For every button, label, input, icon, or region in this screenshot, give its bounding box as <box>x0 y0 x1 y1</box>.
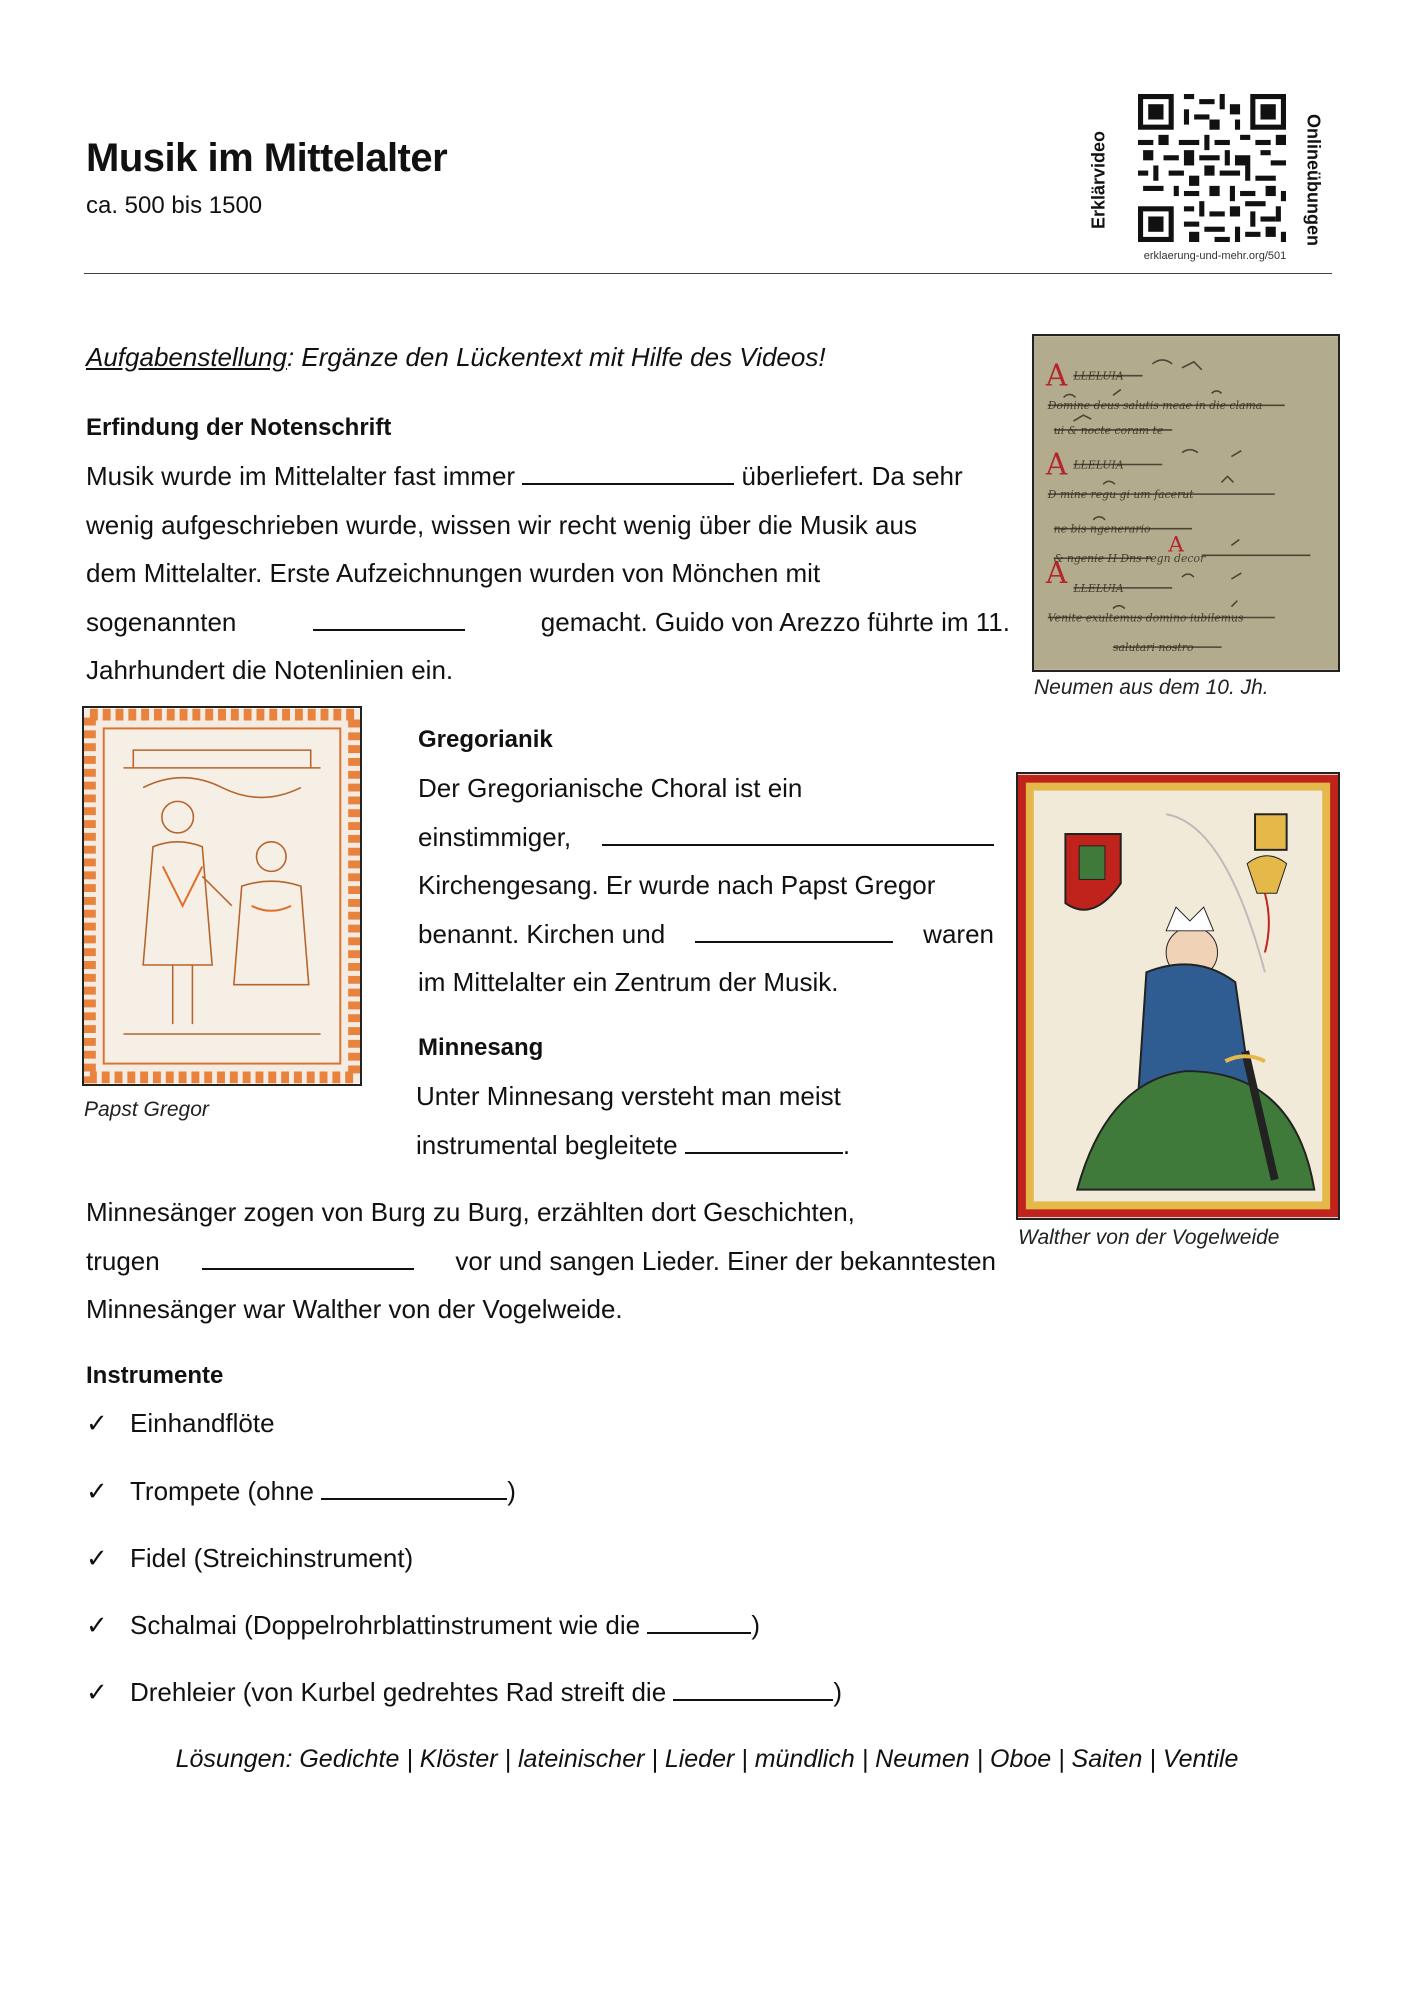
instrument-item-3: ✓ Fidel (Streichinstrument) <box>86 1543 414 1573</box>
caption-gregor: Papst Gregor <box>84 1098 209 1121</box>
svg-text:LLELUIA: LLELUIA <box>1073 458 1124 472</box>
paragraph-minnesang-top: Unter Minnesang versteht man meist instrumental begleitete . <box>416 1081 851 1160</box>
caption-walther: Walther von der Vogelweide <box>1018 1226 1280 1249</box>
blank-3[interactable] <box>602 822 994 846</box>
svg-text:A: A <box>1045 358 1068 393</box>
heading-minnesang: Minnesang <box>418 1034 544 1061</box>
walther-vogelweide-image <box>1016 772 1340 1220</box>
blank-6[interactable] <box>202 1246 414 1270</box>
task-instruction: Aufgabenstellung: Ergänze den Lückentext mit Hilfe des Videos! <box>86 342 826 372</box>
instrument-item-2: ✓ Trompete (ohne ) <box>86 1476 516 1506</box>
svg-text:ne bis ngenerario: ne bis ngenerario <box>1053 522 1151 536</box>
blank-1[interactable] <box>522 461 734 485</box>
svg-text:A: A <box>1168 532 1184 558</box>
checkmark-icon: ✓ <box>86 1408 108 1438</box>
svg-text:A: A <box>1045 555 1068 590</box>
online-exercises-label: Onlineübungen <box>1303 114 1324 246</box>
checkmark-icon: ✓ <box>86 1476 108 1506</box>
svg-text:Domine deus salutis meae in di: Domine deus salutis meae in die clama <box>1047 399 1263 413</box>
blank-7[interactable] <box>321 1476 507 1500</box>
paragraph-notation: Musik wurde im Mittelalter fast immer überliefert. Da sehr wenig aufgeschrieben wurde, wissen wir recht wenig über die Musik aus dem Mittelalter. Erste Aufzeichnungen wurden von Mönchen mit sogenannten gemacht. Guido von Arezzo führte im 11. Jahrhundert die Notenlinien ein. <box>86 461 1010 685</box>
header-divider <box>84 273 1332 274</box>
svg-text:salutari nostro: salutari nostro <box>1112 641 1194 655</box>
heading-gregorian: Gregorianik <box>418 726 553 753</box>
checkmark-icon: ✓ <box>86 1610 108 1640</box>
paragraph-minnesang-bottom: Minnesänger zogen von Burg zu Burg, erzählten dort Geschichten, trugen vor und sangen Lieder. Einer der bekanntesten Minnesänger war Walther von der Vogelweide. <box>86 1197 996 1324</box>
solutions-line: Lösungen: Gedichte | Klöster | lateinischer | Lieder | mündlich | Neumen | Oboe | Saiten | Ventile <box>175 1745 1239 1773</box>
explainer-video-label: Erklärvideo <box>1088 130 1109 230</box>
qr-code-icon[interactable] <box>1138 94 1286 242</box>
blank-9[interactable] <box>673 1677 833 1701</box>
svg-text:Venite exultemus domino iubile: Venite exultemus domino iubilemus <box>1047 611 1244 625</box>
page-title: Musik im Mittelalter <box>86 136 448 180</box>
svg-text:ui & nocte coram te: ui & nocte coram te <box>1053 423 1164 437</box>
pope-gregory-image <box>82 706 362 1086</box>
blank-8[interactable] <box>647 1610 751 1634</box>
blank-2[interactable] <box>313 607 465 631</box>
blank-4[interactable] <box>695 919 893 943</box>
heading-instruments: Instrumente <box>86 1362 224 1389</box>
blank-5[interactable] <box>685 1130 843 1154</box>
heading-notation: Erfindung der Notenschrift <box>86 414 392 441</box>
svg-text:& ngenie H Dns regn decor: & ngenie H Dns regn decor <box>1053 552 1206 566</box>
qr-url[interactable]: erklaerung-und-mehr.org/501 <box>1143 250 1287 262</box>
instrument-item-4: ✓ Schalmai (Doppelrohrblattinstrument wie die ) <box>86 1610 761 1640</box>
page-subtitle: ca. 500 bis 1500 <box>86 192 263 219</box>
checkmark-icon: ✓ <box>86 1677 108 1707</box>
instrument-item-5: ✓ Drehleier (von Kurbel gedrehtes Rad streift die ) <box>86 1677 843 1707</box>
svg-text:A: A <box>1045 447 1068 482</box>
instrument-item-1: ✓ Einhandflöte <box>86 1408 275 1438</box>
svg-text:LLELUIA: LLELUIA <box>1073 581 1124 595</box>
neumen-manuscript-image <box>1032 334 1340 672</box>
caption-neumen: Neumen aus dem 10. Jh. <box>1034 676 1269 699</box>
svg-text:LLELUIA: LLELUIA <box>1073 369 1124 383</box>
svg-text:D mine regu gi um facer: D mine regu gi um facerut <box>1047 488 1194 502</box>
checkmark-icon: ✓ <box>86 1543 108 1573</box>
paragraph-gregorian: Der Gregorianische Choral ist ein einstimmiger, Kirchengesang. Er wurde nach Papst Gregor benannt. Kirchen und waren im Mittelalter ein Zentrum der Musik. <box>418 773 994 997</box>
